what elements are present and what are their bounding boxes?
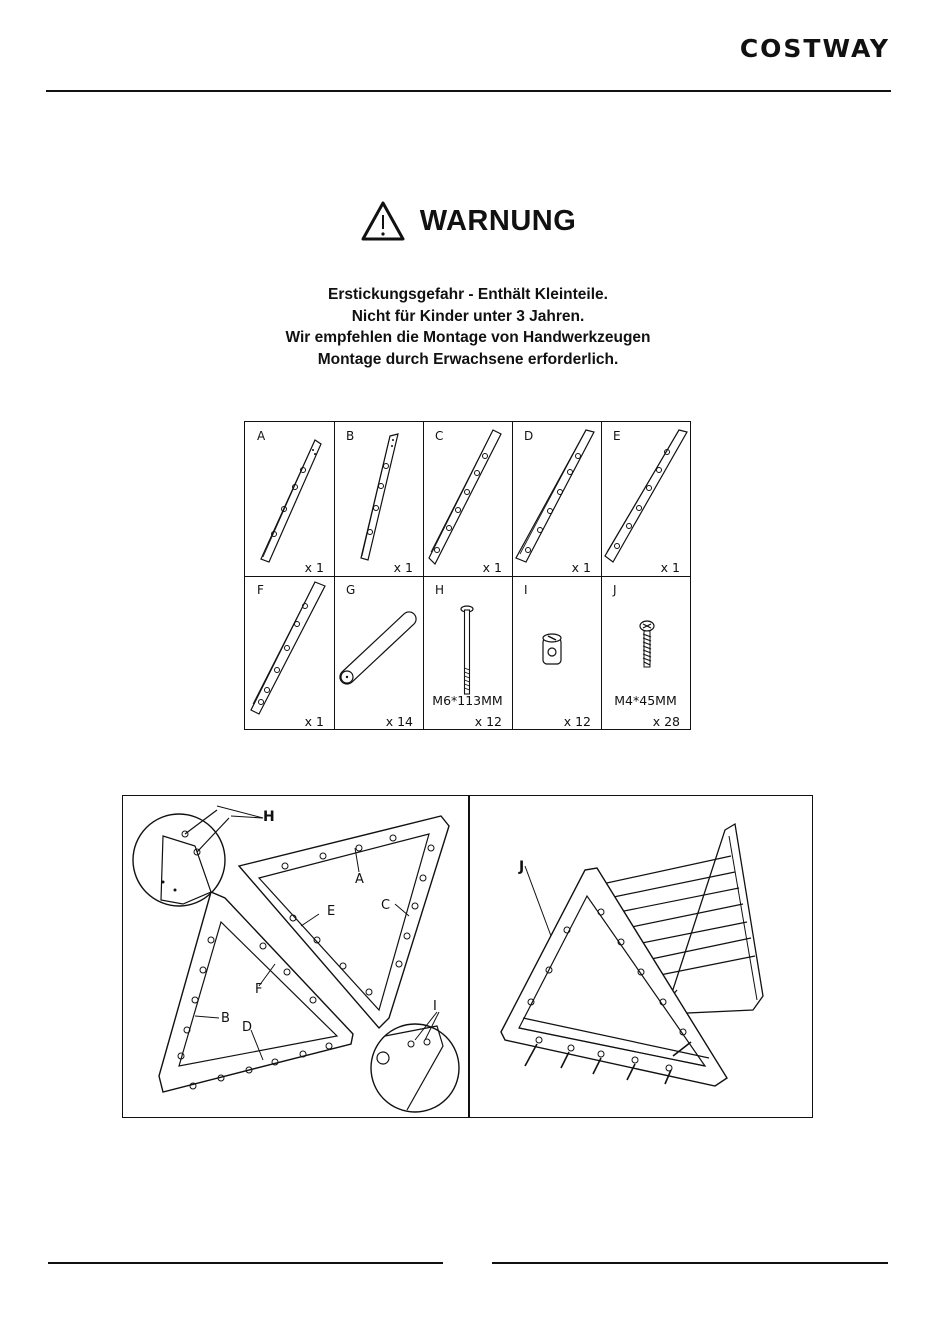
part-spec: M4*45MM — [614, 693, 677, 708]
callout-label: J — [519, 859, 525, 875]
part-cell-c — [423, 422, 512, 576]
part-label: A — [257, 429, 266, 443]
part-qty: x 1 — [304, 560, 324, 575]
part-label: E — [613, 429, 621, 443]
callout-label: D — [242, 1020, 253, 1035]
part-cell-j — [601, 576, 690, 730]
warning-line: Montage durch Erwachsene erforderlich. — [317, 350, 619, 368]
part-label: H — [435, 583, 445, 597]
warning-line: Erstickungsgefahr - Enthält Kleinteile. — [328, 286, 608, 303]
part-cell-f — [245, 576, 334, 730]
part-qty: x 1 — [571, 560, 591, 575]
board-a-icon — [245, 422, 334, 576]
warning-title: WARNUNG — [419, 204, 577, 237]
callout-label: F — [255, 982, 263, 997]
rung-g-icon — [334, 576, 423, 730]
part-cell-d — [512, 422, 601, 576]
part-label: J — [613, 583, 617, 597]
barrel-nut-i-icon — [512, 576, 601, 730]
header-rule — [46, 90, 891, 92]
part-label: F — [257, 583, 264, 597]
callout-label: A — [355, 872, 364, 887]
parts-list — [244, 421, 691, 730]
callout-label: C — [381, 898, 391, 913]
part-cell-a — [245, 422, 334, 576]
part-label: D — [524, 429, 534, 443]
part-cell-e — [601, 422, 690, 576]
assembly-diagram — [122, 795, 813, 1118]
board-f-icon — [245, 576, 334, 730]
part-qty: x 12 — [563, 714, 591, 729]
part-qty: x 1 — [304, 714, 324, 729]
footer-rule-right — [492, 1262, 888, 1264]
warning-text — [0, 284, 936, 370]
warning-line: Wir empfehlen die Montage von Handwerkzeugen — [285, 329, 651, 346]
part-label: B — [346, 429, 355, 443]
frame-assembly-illustration — [123, 796, 468, 1116]
part-spec: M6*113MM — [432, 693, 503, 708]
part-cell-h — [423, 576, 512, 730]
callout-label: E — [327, 904, 336, 919]
footer-rule-left — [48, 1262, 443, 1264]
part-qty: x 28 — [652, 714, 680, 729]
warning-triangle-icon — [360, 200, 406, 242]
part-qty: x 1 — [660, 560, 680, 575]
part-qty: x 1 — [393, 560, 413, 575]
part-cell-b — [334, 422, 423, 576]
part-label: G — [346, 583, 356, 597]
warning-heading — [0, 200, 936, 242]
climber-assembly-illustration — [469, 796, 814, 1116]
part-cell-i — [512, 576, 601, 730]
callout-label: I — [433, 999, 437, 1014]
callout-label: B — [221, 1011, 230, 1026]
board-b-icon — [334, 422, 423, 576]
part-cell-g — [334, 576, 423, 730]
part-qty: x 14 — [385, 714, 413, 729]
board-c-icon — [423, 422, 512, 576]
callout-label: H — [263, 809, 275, 825]
brand-logo: COSTWAY — [739, 34, 890, 63]
part-label: C — [435, 429, 444, 443]
warning-line: Nicht für Kinder unter 3 Jahren. — [351, 307, 585, 325]
part-qty: x 12 — [474, 714, 502, 729]
part-label: I — [524, 583, 528, 597]
part-qty: x 1 — [482, 560, 502, 575]
board-e-icon — [601, 422, 690, 576]
board-d-icon — [512, 422, 601, 576]
